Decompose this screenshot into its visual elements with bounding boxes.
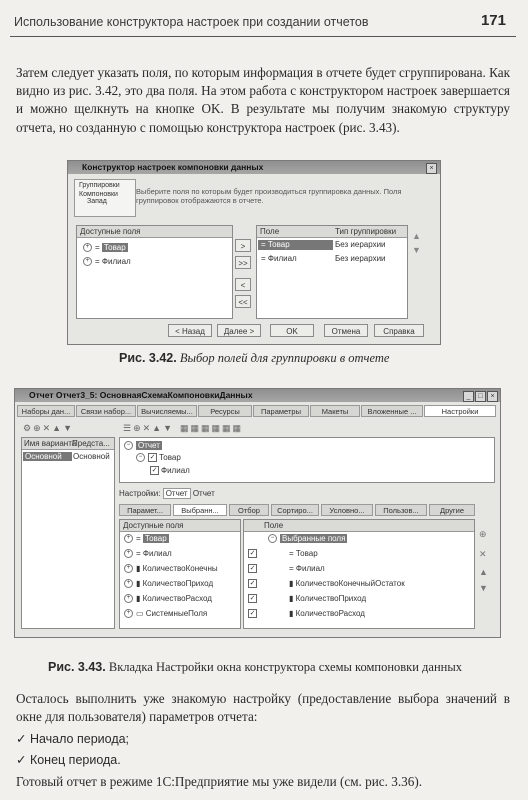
tree-node-tovar[interactable]: − ✓ Товар bbox=[136, 453, 181, 462]
add-all-button[interactable]: >> bbox=[235, 256, 251, 269]
side-tab-layouts[interactable]: Компоновки bbox=[79, 191, 118, 198]
available-fields-panel: Доступные поля + = Товар + = Филиал + ▮ КоличествоКонечны + ▮ КоличествоПриход + ▮ КоличествоРасход + ▭ СистемныеПоля bbox=[119, 519, 241, 629]
ok-button[interactable]: OK bbox=[270, 324, 314, 337]
available-fields-header: Доступные поля bbox=[77, 226, 232, 238]
page-number: 171 bbox=[480, 12, 506, 29]
settings-option-report-selected[interactable]: Отчет bbox=[163, 488, 191, 499]
report-structure-tree bbox=[119, 437, 495, 483]
structure-toolbar bbox=[123, 423, 243, 434]
subtab-user[interactable]: Пользов... bbox=[375, 504, 427, 516]
add-icon[interactable]: ⊕ bbox=[133, 423, 143, 433]
figure-caption-2: Рис. 3.43. Вкладка Настройки окна конструктора схемы компоновки данных bbox=[48, 660, 462, 674]
settings-option-report[interactable]: Отчет bbox=[192, 489, 215, 498]
up-icon[interactable]: ▲ bbox=[152, 423, 164, 433]
grouping-row-type[interactable]: Без иерархии bbox=[335, 240, 386, 249]
move-up-icon[interactable]: ▲ bbox=[412, 231, 421, 241]
next-button[interactable]: Далее > bbox=[217, 324, 261, 337]
add-icon[interactable]: ⊕ bbox=[33, 423, 43, 433]
tab-datasets[interactable]: Наборы дан... bbox=[17, 405, 75, 417]
up-icon[interactable]: ▲ bbox=[52, 423, 64, 433]
close-icon[interactable]: × bbox=[487, 391, 498, 402]
tab-resources[interactable]: Ресурсы bbox=[198, 405, 252, 417]
variant-toolbar bbox=[23, 423, 74, 434]
remove-button[interactable]: < bbox=[235, 278, 251, 291]
subtab-sort[interactable]: Сортиро... bbox=[271, 504, 319, 516]
grouping-row-field[interactable]: = Филиал bbox=[261, 254, 297, 263]
selected-fields-panel: Поле − Выбранные поля ✓ = Товар ✓ = Филиал ✓ ▮ КоличествоКонечныйОстаток ✓ ▮ КоличествоПриход ✓ ▮ КоличествоРасход bbox=[243, 519, 475, 629]
field-qty-end[interactable]: + ▮ КоличествоКонечны bbox=[124, 564, 218, 573]
paragraph-3: Готовый отчет в режиме 1С:Предприятие мы уже видели (см. рис. 3.36). bbox=[16, 774, 423, 789]
bullet-end-period: ✓ Конец периода. bbox=[16, 753, 121, 767]
selected-root[interactable]: − Выбранные поля bbox=[268, 534, 347, 543]
add-icon[interactable]: ⊕ bbox=[479, 529, 487, 539]
tree-node-report[interactable]: − Отчет bbox=[124, 441, 162, 450]
grouping-row-field[interactable]: = Товар bbox=[258, 240, 333, 250]
expand-icon[interactable]: + bbox=[83, 257, 92, 266]
tree-node-filial[interactable]: ✓ Филиал bbox=[151, 466, 190, 475]
delete-icon[interactable]: ✕ bbox=[479, 549, 487, 559]
header-rule bbox=[10, 36, 516, 37]
subtab-other[interactable]: Другие bbox=[429, 504, 475, 516]
tab-links[interactable]: Связи набор... bbox=[76, 405, 136, 417]
tab-settings[interactable]: Настройки bbox=[424, 405, 496, 417]
settings-selector: Настройки: Отчет Отчет bbox=[119, 489, 215, 498]
down-icon[interactable]: ▼ bbox=[63, 423, 75, 433]
subtab-parameters[interactable]: Парамет... bbox=[119, 504, 171, 516]
subtab-conditional[interactable]: Условно... bbox=[321, 504, 373, 516]
delete-icon[interactable]: ✕ bbox=[42, 423, 53, 433]
maximize-icon[interactable]: □ bbox=[475, 391, 486, 402]
window-title: Конструктор настроек компоновки данных bbox=[68, 161, 440, 174]
gear-icon[interactable]: ⚙ bbox=[23, 423, 34, 433]
selected-field[interactable]: ✓ = Филиал bbox=[249, 564, 325, 573]
delete-icon[interactable]: ✕ bbox=[142, 423, 153, 433]
subtab-filter[interactable]: Отбор bbox=[229, 504, 269, 516]
side-tabs bbox=[74, 179, 136, 217]
tab-parameters[interactable]: Параметры bbox=[253, 405, 309, 417]
back-button[interactable]: < Назад bbox=[168, 324, 212, 337]
selected-field[interactable]: ✓ ▮ КоличествоПриход bbox=[249, 594, 367, 603]
grouping-wizard-window bbox=[67, 160, 441, 345]
close-icon[interactable]: × bbox=[426, 163, 437, 174]
grouping-fields-header: Поле Тип группировки bbox=[257, 226, 407, 238]
field-system[interactable]: + ▭ СистемныеПоля bbox=[124, 609, 207, 618]
cancel-button[interactable]: Отмена bbox=[324, 324, 368, 337]
variant-row[interactable]: Основной Основной bbox=[25, 452, 110, 461]
running-title: Использование конструктора настроек при создании отчетов bbox=[14, 15, 369, 29]
tab-nested[interactable]: Вложенные ... bbox=[361, 405, 423, 417]
tab-calculated[interactable]: Вычисляемы... bbox=[137, 405, 197, 417]
side-tab-back[interactable]: Запад bbox=[87, 198, 107, 205]
selected-field[interactable]: ✓ ▮ КоличествоКонечныйОстаток bbox=[249, 579, 405, 588]
help-button[interactable]: Справка bbox=[374, 324, 424, 337]
grouping-row-type[interactable]: Без иерархии bbox=[335, 254, 386, 263]
add-button[interactable]: > bbox=[235, 239, 251, 252]
selected-field[interactable]: ✓ ▮ КоличествоРасход bbox=[249, 609, 365, 618]
side-tab-groupings[interactable]: Группировки bbox=[79, 182, 120, 189]
menu-icon[interactable]: ☰ bbox=[123, 423, 134, 433]
schema-designer-window bbox=[14, 388, 501, 638]
paragraph-1: Затем следует указать поля, по которым информация в отчете будет сгруппирована. Как видно из рис. 3.42, это два поля. На этом работа с конструктором настроек завершается и можно щелкнуть на кнопке OK. В результате мы получим знакомую структуру отчета, но созданную с помощью конструктора настроек (рис. 3.43). bbox=[16, 65, 510, 135]
field-qty-out[interactable]: + ▮ КоличествоРасход bbox=[124, 594, 212, 603]
field-qty-in[interactable]: + ▮ КоличествоПриход bbox=[124, 579, 213, 588]
minimize-icon[interactable]: _ bbox=[463, 391, 474, 402]
subtab-selected-fields[interactable]: Выбранн... bbox=[173, 504, 227, 516]
variants-list: Имя варианта Предста... Основной Основной bbox=[21, 437, 115, 629]
tab-templates[interactable]: Макеты bbox=[310, 405, 360, 417]
down-icon[interactable]: ▼ bbox=[479, 583, 488, 593]
field-tovar[interactable]: + = Товар bbox=[83, 243, 128, 252]
window-title: Отчет Отчет3_5: ОсновнаяСхемаКомпоновкиДанных bbox=[15, 389, 500, 402]
field-filial[interactable]: + = Филиал bbox=[83, 257, 131, 266]
page-header bbox=[0, 0, 528, 42]
down-icon[interactable]: ▼ bbox=[163, 423, 175, 433]
available-fields-panel bbox=[76, 225, 233, 319]
selected-field[interactable]: ✓ = Товар bbox=[249, 549, 318, 558]
wizard-hint: Выберите поля по которым будет производиться группировка данных. Поля группировок отображаются в отчете. bbox=[136, 187, 402, 205]
remove-all-button[interactable]: << bbox=[235, 295, 251, 308]
field-tovar[interactable]: + = Товар bbox=[124, 534, 169, 543]
grouping-fields-panel bbox=[256, 225, 408, 319]
up-icon[interactable]: ▲ bbox=[479, 567, 488, 577]
figure-caption-1: Рис. 3.42. Выбор полей для группировки в отчете bbox=[119, 351, 390, 365]
bullet-start-period: ✓ Начало периода; bbox=[16, 732, 130, 746]
paragraph-2: Осталось выполнить уже знакомую настройку (предоставление выбора значений в окне для пользователя) параметров отчета: bbox=[16, 691, 510, 725]
grid-icon[interactable]: ▦▦▦▦▦▦ bbox=[180, 423, 244, 433]
field-filial[interactable]: + = Филиал bbox=[124, 549, 172, 558]
move-down-icon[interactable]: ▼ bbox=[412, 245, 421, 255]
expand-icon[interactable]: + bbox=[83, 243, 92, 252]
